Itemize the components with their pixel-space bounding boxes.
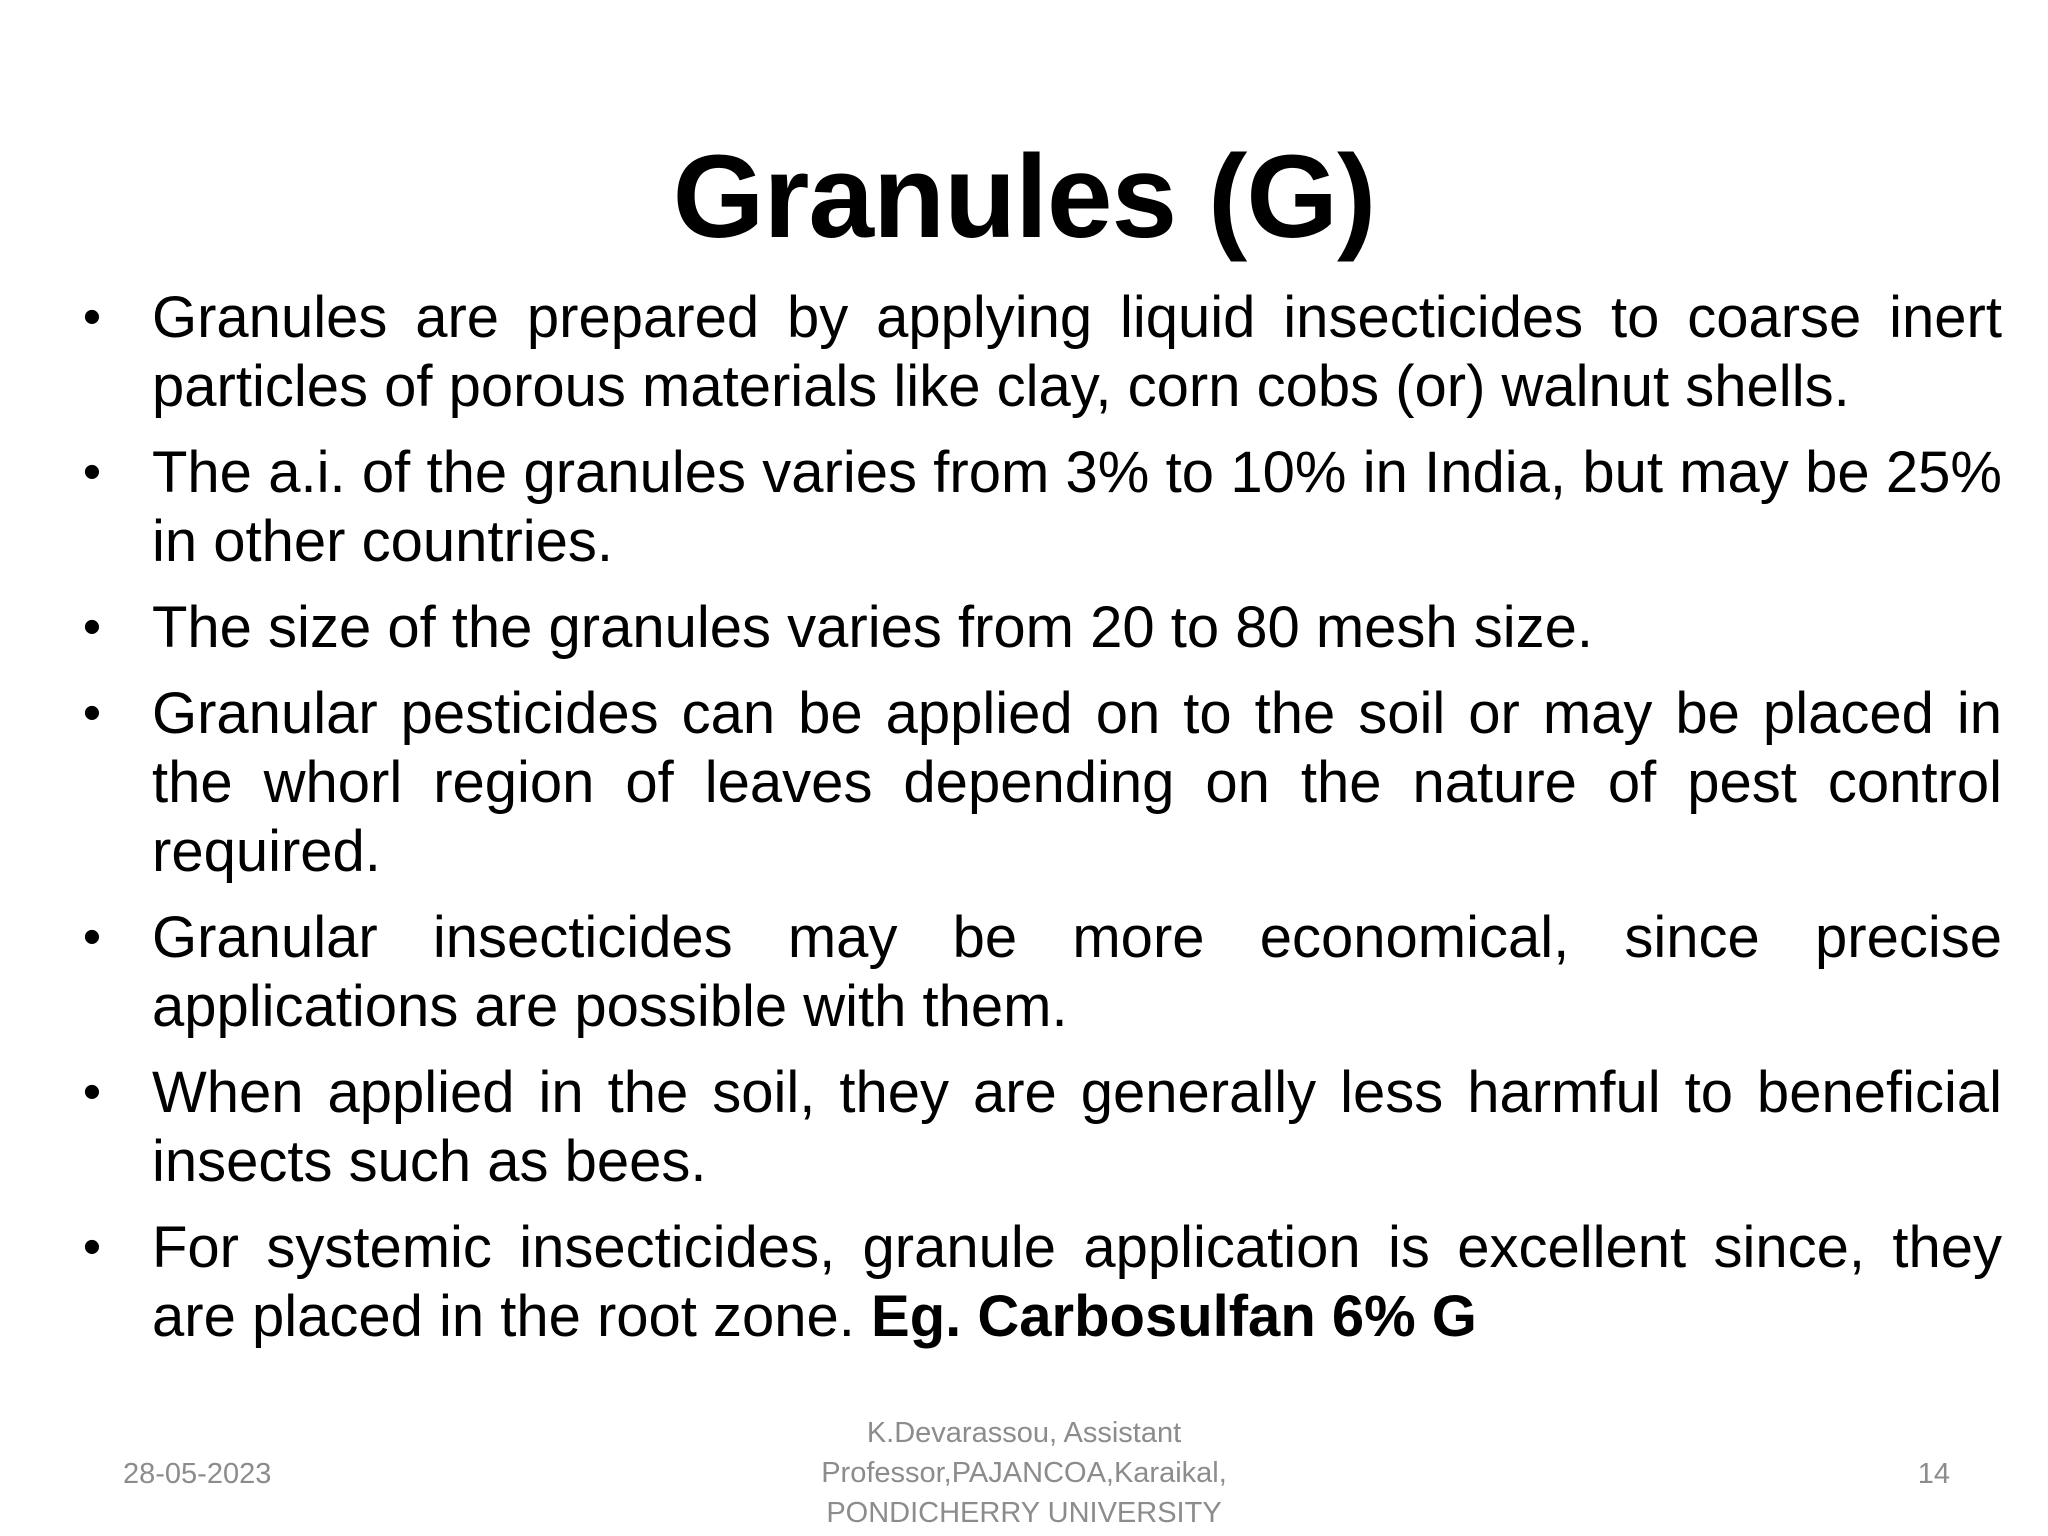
bullet-dot-icon: • [82,598,102,656]
bullet-item [72,593,2002,662]
bullet-dot-icon: • [82,443,102,501]
footer-author [724,1413,1324,1533]
bullet-item [72,1213,2002,1351]
bullet-dot-icon: • [82,288,102,346]
footer-author-line: PONDICHERRY UNIVERSITY [826,1497,1222,1529]
footer-date: 28-05-2023 [123,1458,272,1490]
bullet-text-with-example [152,1213,2002,1351]
bullet-list [72,283,2002,1368]
footer-author-line: Professor,PAJANCOA,Karaikal, [821,1457,1227,1489]
footer-author-line: K.Devarassou, Assistant [866,1417,1182,1449]
bullet-item [72,679,2002,886]
bullet-text: Granules are prepared by applying liquid insecticides to coarse inert particles of porous materials like clay, corn cobs (or) walnut shells. [152,285,2002,419]
bullet-item [72,903,2002,1041]
bullet-dot-icon: • [82,908,102,966]
bullet-text: When applied in the soil, they are generally less harmful to beneficial insects such as bees. [152,1060,2002,1194]
bullet-dot-icon: • [82,1063,102,1121]
bullet-item [72,438,2002,576]
bullet-dot-icon: • [82,684,102,742]
slide-title: Granules (G) [672,131,1376,263]
example-text: Eg. Carbosulfan 6% G [871,1284,1477,1349]
bullet-item [72,1058,2002,1196]
bullet-text: The size of the granules varies from 20 to 80 mesh size. [152,595,1594,660]
bullet-item [72,283,2002,421]
bullet-dot-icon: • [82,1218,102,1276]
bullet-text: The a.i. of the granules varies from 3% to 10% in India, but may be 25% in other countries. [152,440,2002,574]
bullet-text: Granular insecticides may be more economical, since precise applications are possible with them. [152,905,2002,1039]
bullet-text: Granular pesticides can be applied on to the soil or may be placed in the whorl region of leaves depending on the nature of pest control required. [152,681,2002,884]
bullet-text: For systemic insecticides, granule application is excellent since, they are placed in the root zone. [152,1215,2002,1349]
slide-number: 14 [1917,1458,1950,1490]
